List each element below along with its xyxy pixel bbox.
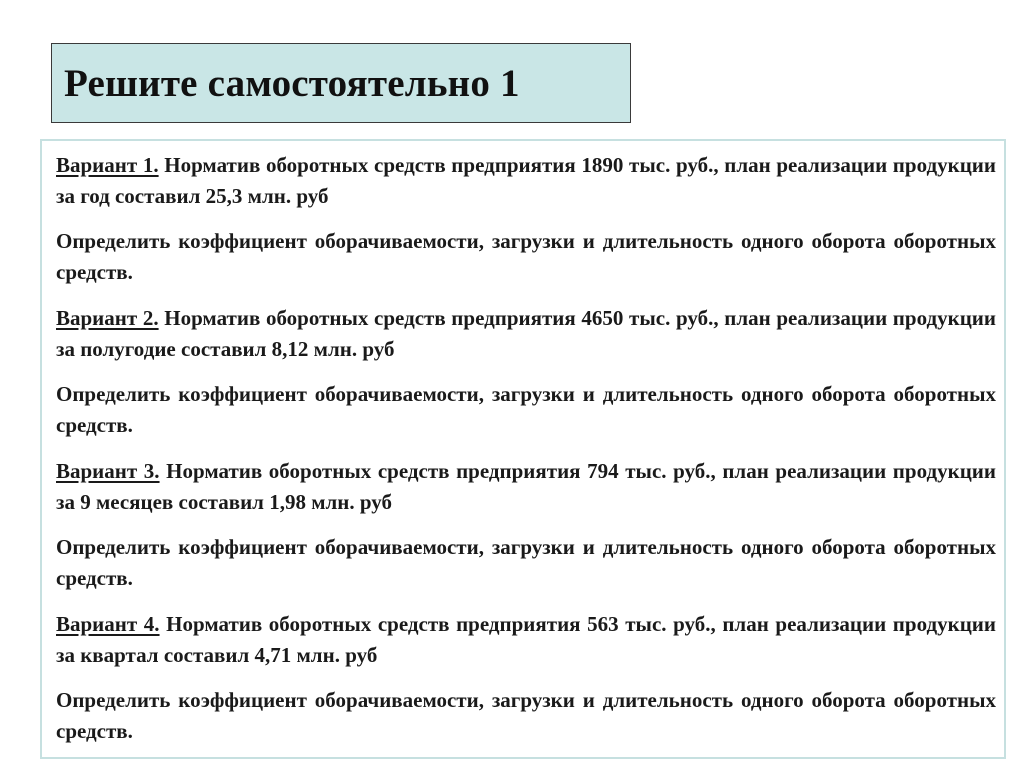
variant-3-task: Определить коэффициент оборачиваемости, загрузки и длительность одного оборота оборотных средств. <box>56 535 996 590</box>
variant-2-text: Норматив оборотных средств предприятия 4650 тыс. руб., план реализации продукции за полугодие составил 8,12 млн. руб <box>56 306 996 361</box>
variant-1-statement <box>56 150 996 212</box>
variant-3-text: Норматив оборотных средств предприятия 794 тыс. руб., план реализации продукции за 9 месяцев составил 1,98 млн. руб <box>56 459 996 514</box>
variant-4-task: Определить коэффициент оборачиваемости, загрузки и длительность одного оборота оборотных средств. <box>56 688 996 743</box>
variant-2-label: Вариант 2. <box>56 306 159 330</box>
variant-4-text: Норматив оборотных средств предприятия 563 тыс. руб., план реализации продукции за квартал составил 4,71 млн. руб <box>56 612 996 667</box>
slide-title: Решите самостоятельно 1 <box>64 61 520 105</box>
variant-1-task: Определить коэффициент оборачиваемости, загрузки и длительность одного оборота оборотных средств. <box>56 229 996 284</box>
title-box <box>51 43 631 123</box>
variant-1-label: Вариант 1. <box>56 153 159 177</box>
variant-3-statement <box>56 456 996 518</box>
variant-2-statement <box>56 303 996 365</box>
variant-4-label: Вариант 4. <box>56 612 160 636</box>
content-box <box>40 139 1006 759</box>
variant-2-task: Определить коэффициент оборачиваемости, загрузки и длительность одного оборота оборотных средств. <box>56 382 996 437</box>
variant-1-text: Норматив оборотных средств предприятия 1890 тыс. руб., план реализации продукции за год составил 25,3 млн. руб <box>56 153 996 208</box>
content-inner <box>56 150 996 762</box>
variant-4-statement <box>56 609 996 671</box>
variant-3-label: Вариант 3. <box>56 459 160 483</box>
